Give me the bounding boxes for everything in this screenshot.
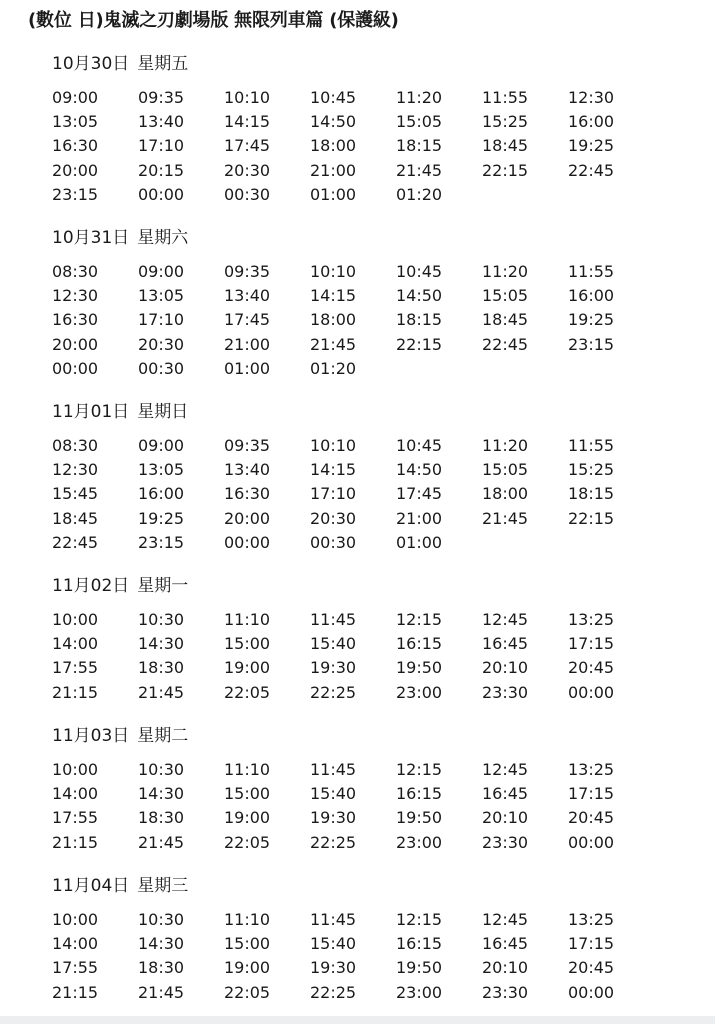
showtime: 15:00 [224,634,271,654]
showtime: 10:30 [138,910,185,929]
showtime: 20:45 [568,658,615,678]
showtime: 17:55 [52,958,99,978]
showtime: 23:15 [568,334,615,354]
showtime: 17:45 [224,136,271,156]
showtime: 17:10 [138,310,185,330]
showtime: 19:50 [396,958,443,978]
day-date: 11月03日 [52,726,130,746]
showtime: 23:30 [482,982,529,1002]
showtime: 14:00 [52,784,99,804]
showtime: 16:15 [396,784,443,804]
showtime: 16:15 [396,934,443,954]
showtime-grid [52,908,692,1005]
showtime: 18:30 [138,658,185,678]
showtime: 14:50 [396,286,443,306]
showtime: 10:30 [138,760,185,779]
showtime: 15:25 [482,112,529,132]
showtime: 18:00 [310,136,357,156]
day-section [52,226,692,381]
showtime: 22:05 [224,832,271,852]
showtime: 13:40 [224,286,271,306]
showtime: 01:20 [396,184,443,204]
showtime: 00:00 [52,358,99,378]
day-section [52,874,692,1005]
day-header [52,400,692,424]
showtime: 12:45 [482,910,529,929]
showtime: 19:00 [224,658,271,678]
day-date: 11月04日 [52,876,130,896]
showtime: 14:00 [52,634,99,654]
showtime: 16:15 [396,634,443,654]
showtime: 17:45 [396,484,443,504]
showtime: 23:30 [482,682,529,702]
showtime: 13:05 [138,460,185,480]
showtime-grid [52,260,692,381]
showtime: 16:45 [482,634,529,654]
showtime: 15:05 [482,286,529,306]
day-header [52,226,692,250]
day-section [52,574,692,705]
day-date: 10月31日 [52,228,130,248]
showtime: 21:45 [138,682,185,702]
showtime: 22:25 [310,832,357,852]
showtime: 22:45 [52,532,99,552]
showtime: 22:15 [396,334,443,354]
showtime: 17:15 [568,934,615,954]
showtime: 18:15 [396,310,443,330]
showtime: 10:10 [310,262,357,281]
showtime-grid [52,86,692,207]
showtime: 21:45 [310,334,357,354]
showtime: 18:45 [52,508,99,528]
showtime: 14:50 [310,112,357,132]
showtime: 11:10 [224,760,271,779]
showtime: 17:10 [138,136,185,156]
showtime: 15:00 [224,934,271,954]
showtime: 20:45 [568,958,615,978]
showtime: 09:00 [52,88,99,107]
showtime: 13:25 [568,760,615,779]
showtime: 01:00 [396,532,443,552]
showtime: 19:00 [224,958,271,978]
showtime: 17:15 [568,634,615,654]
showtime: 01:00 [224,358,271,378]
showtime: 15:45 [52,484,99,504]
showtime: 01:00 [310,184,357,204]
showtime: 23:00 [396,682,443,702]
showtime: 11:55 [568,436,615,455]
showtime: 19:25 [568,310,615,330]
showtime: 20:00 [224,508,271,528]
showtime: 20:10 [482,958,529,978]
showtime: 16:45 [482,934,529,954]
showtime: 21:45 [396,160,443,180]
showtime: 12:45 [482,760,529,779]
showtime: 16:00 [568,286,615,306]
showtime: 10:10 [310,436,357,455]
showtime: 19:50 [396,808,443,828]
showtime: 09:35 [224,436,271,455]
showtime: 21:00 [224,334,271,354]
showtime: 14:15 [310,460,357,480]
showtime: 12:15 [396,910,443,929]
showtime: 11:45 [310,610,357,629]
showtime: 21:45 [138,982,185,1002]
showtime: 11:45 [310,910,357,929]
showtime: 18:15 [568,484,615,504]
showtime: 10:45 [396,262,443,281]
showtime: 14:30 [138,634,185,654]
showtime: 22:05 [224,682,271,702]
showtime-grid [52,434,692,555]
showtime: 00:30 [224,184,271,204]
showtime: 22:15 [482,160,529,180]
showtime: 22:15 [568,508,615,528]
showtime: 15:00 [224,784,271,804]
showtime: 00:30 [138,358,185,378]
day-header [52,724,692,748]
showtime: 14:50 [396,460,443,480]
showtime: 10:45 [310,88,357,107]
showtime: 13:25 [568,910,615,929]
showtime: 23:15 [138,532,185,552]
showtime: 21:15 [52,982,99,1002]
showtime: 20:00 [52,160,99,180]
showtime: 18:45 [482,310,529,330]
showtime: 19:30 [310,958,357,978]
showtime: 21:45 [138,832,185,852]
showtime: 18:30 [138,808,185,828]
showtime: 19:50 [396,658,443,678]
day-section [52,52,692,207]
showtime: 17:45 [224,310,271,330]
day-date: 11月02日 [52,576,130,596]
day-weekday: 星期二 [137,726,189,746]
showtime: 16:30 [52,136,99,156]
showtime: 09:00 [138,262,185,281]
day-weekday: 星期六 [137,228,189,248]
showtime: 22:45 [482,334,529,354]
showtime: 11:20 [396,88,443,107]
showtime: 11:20 [482,262,529,281]
showtime: 15:40 [310,934,357,954]
showtime: 13:40 [138,112,185,132]
showtime: 15:05 [396,112,443,132]
day-weekday: 星期一 [137,576,189,596]
showtime: 12:45 [482,610,529,629]
showtime: 11:20 [482,436,529,455]
showtime: 16:00 [138,484,185,504]
showtime: 20:10 [482,808,529,828]
showtime: 21:15 [52,832,99,852]
day-date: 11月01日 [52,402,130,422]
showtime: 15:25 [568,460,615,480]
showtime: 20:30 [310,508,357,528]
showtime: 23:15 [52,184,99,204]
showtime: 18:30 [138,958,185,978]
showtime: 11:55 [482,88,529,107]
showtime: 23:00 [396,982,443,1002]
showtime: 20:10 [482,658,529,678]
showtime: 19:30 [310,658,357,678]
day-header [52,574,692,598]
showtime: 01:20 [310,358,357,378]
showtime: 11:55 [568,262,615,281]
showtime: 16:00 [568,112,615,132]
day-date: 10月30日 [52,54,130,74]
showtime: 16:45 [482,784,529,804]
showtime: 17:55 [52,808,99,828]
showtime: 17:55 [52,658,99,678]
showtime: 18:00 [482,484,529,504]
showtime: 13:40 [224,460,271,480]
showtime: 14:30 [138,784,185,804]
showtime: 18:00 [310,310,357,330]
showtime: 20:15 [138,160,185,180]
showtime-grid [52,608,692,705]
showtime: 13:25 [568,610,615,629]
showtime: 10:30 [138,610,185,629]
showtime: 20:00 [52,334,99,354]
bottom-divider [0,1016,715,1024]
movie-title: (數位 日)鬼滅之刃劇場版 無限列車篇 (保護級) [28,10,399,31]
showtime: 00:30 [310,532,357,552]
showtime: 12:30 [52,286,99,306]
showtime: 23:30 [482,832,529,852]
showtime: 00:00 [568,832,615,852]
day-header [52,874,692,898]
showtime: 13:05 [52,112,99,132]
showtime: 22:05 [224,982,271,1002]
showtime: 10:00 [52,610,99,629]
showtime: 08:30 [52,262,99,281]
showtime: 15:40 [310,784,357,804]
showtime: 13:05 [138,286,185,306]
showtime: 10:00 [52,760,99,779]
day-section [52,724,692,855]
showtime: 19:30 [310,808,357,828]
showtime-grid [52,758,692,855]
showtime: 20:30 [138,334,185,354]
showtime: 19:25 [568,136,615,156]
showtime: 14:30 [138,934,185,954]
showtime: 10:45 [396,436,443,455]
showtime: 09:35 [138,88,185,107]
showtime: 11:10 [224,910,271,929]
day-weekday: 星期日 [137,402,189,422]
showtime: 17:15 [568,784,615,804]
showtime: 19:25 [138,508,185,528]
showtime: 09:00 [138,436,185,455]
showtime: 11:10 [224,610,271,629]
showtime: 11:45 [310,760,357,779]
showtime: 21:00 [310,160,357,180]
showtime: 14:15 [224,112,271,132]
day-weekday: 星期五 [137,54,189,74]
day-weekday: 星期三 [137,876,189,896]
showtime: 16:30 [52,310,99,330]
showtime: 20:30 [224,160,271,180]
showtime: 17:10 [310,484,357,504]
showtime: 12:15 [396,760,443,779]
showtime: 23:00 [396,832,443,852]
showtime: 00:00 [224,532,271,552]
day-section [52,400,692,555]
showtime: 12:30 [52,460,99,480]
showtime: 19:00 [224,808,271,828]
showtime: 15:40 [310,634,357,654]
showtime: 12:30 [568,88,615,107]
showtime: 21:45 [482,508,529,528]
showtime: 18:15 [396,136,443,156]
showtime: 00:00 [568,682,615,702]
showtime: 14:00 [52,934,99,954]
showtime: 16:30 [224,484,271,504]
day-header [52,52,692,76]
showtime: 21:00 [396,508,443,528]
showtime: 21:15 [52,682,99,702]
showtime: 22:25 [310,982,357,1002]
showtime: 10:10 [224,88,271,107]
showtime: 18:45 [482,136,529,156]
showtime: 09:35 [224,262,271,281]
showtime: 14:15 [310,286,357,306]
showtime: 22:45 [568,160,615,180]
showtime: 10:00 [52,910,99,929]
showtime: 00:00 [568,982,615,1002]
showtime: 15:05 [482,460,529,480]
showtime: 12:15 [396,610,443,629]
showtime: 22:25 [310,682,357,702]
showtime: 00:00 [138,184,185,204]
showtime: 20:45 [568,808,615,828]
showtime: 08:30 [52,436,99,455]
